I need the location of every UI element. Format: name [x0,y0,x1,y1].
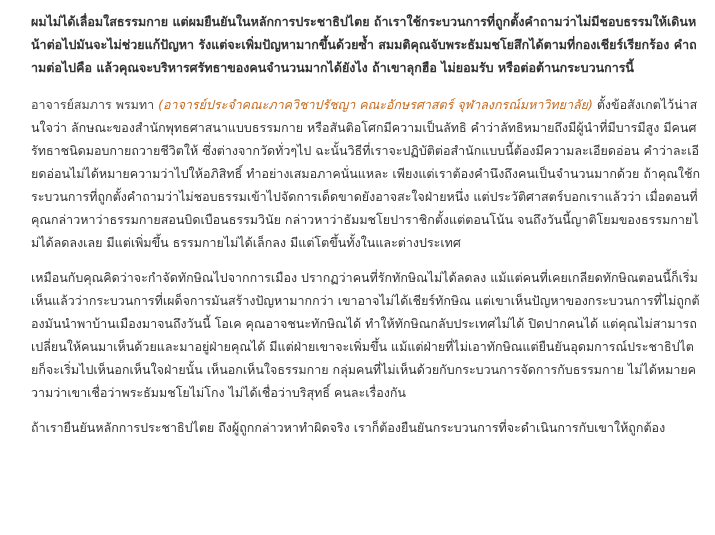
paragraph-thaksin-comparison: เหมือนกับคุณคิดว่าจะกำจัดทักษิณไปจากการเมือง ปรากฏว่าคนที่รักทักษิณไม่ได้ลดลง แม้แต่คนที่เคยเกลียดทักษิณตอนนี้ก็เริ่มเห็นแล้วว่ากระบวนการที่เผด็จการมันสร้างปัญหามากกว่า เขาอาจไม่ได้เชียร์ทักษิณ แต่เขาเห็นปัญหาของกระบวนการที่ไม่ถูกต้องมันนำพาบ้านเมืองมาจนถึงวันนี้ โอเค คุณอาจชนะทักษิณได้ ทำให้ทักษิณกลับประเทศไม่ได้ ปิดปากคนได้ แต่คุณไม่สามารถเปลี่ยนให้คนมาเห็นด้วยและมาอยู่ฝ่ายคุณได้ มีแต่ฝ่ายเขาจะเพิ่มขึ้น แม้แต่ฝ่ายที่ไม่เอาทักษิณแต่ยืนยันอุดมการณ์ประชาธิปไตยก็จะเริ่มไปเห็นอกเห็นใจฝ่ายนั้น เห็นอกเห็นใจธรรมกาย กลุ่มคนที่ไม่เห็นด้วยกับกระบวนการจัดการกับธรรมกาย ไม่ได้หมายความว่าเขาเชื่อว่าพระธัมมชโยไม่โกง ไม่ได้เชื่อว่าบริสุทธิ์ คนละเรื่องกัน [31,270,700,400]
answer-paragraph [31,93,701,254]
speaker-name: อาจารย์สมภาร พรมทา [31,97,155,112]
question-paragraph: ผมไม่ได้เลื่อมใสธรรมกาย แต่ผมยืนยันในหลักการประชาธิปไตย ถ้าเราใช้กระบวนการที่ถูกตั้งคำถามว่าไม่มีชอบธรรมให้เดินหน้าต่อไปมันจะไม่ช่วยแก้ปัญหา รังแต่จะเพิ่มปัญหามากขึ้นด้วยซ้ำ สมมติคุณจับพระธัมมชโยสึกได้ตามที่กองเชียร์เรียกร้อง คำถามต่อไปคือ แล้วคุณจะบริหารศรัทธาของคนจำนวนมากได้ยังไง ถ้าเขาลุกฮือ ไม่ยอมรับ หรือต่อต้านกระบวนการนี้ [31,14,697,75]
answer-text: ตั้งข้อสังเกตไว้น่าสนใจว่า ลักษณะของสำนักพุทธศาสนาแบบธรรมกาย หรือสันติอโศกมีความเป็นลัทธิ คำว่าลัทธิหมายถึงมีผู้นำที่มีบารมีสูง มีคนศรัทธาชนิดมอบกายถวายชีวิตให้ ซึ่งต่างจากวัดทั่วๆไป ฉะนั้นวิธีที่เราจะปฏิบัติต่อสำนักแบบนี้ต้องมีความละเอียดอ่อน คำว่าละเอียดอ่อนไม่ได้หมายความว่าไปให้อภิสิทธิ์ ทำอย่างเสมอภาคนั่นแหละ เพียงแต่เราต้องคำนึงถึงคนเป็นจำนวนมากด้วย ถ้าคุณใช้กระบวนการที่ถูกตั้งคำถามว่าไม่ชอบธรรมเข้าไปจัดการเด็ดขาดยังอาจสะใจฝ่ายหนึ่ง แต่ประวัติศาสตร์บอกเราแล้วว่า เมื่อตอนที่คุณกล่าวหาว่าธรรมกายสอนบิดเบือนธรรมวินัย กล่าวหาว่าธัมมชโยปาราชิกตั้งแต่ตอนโน้น จนถึงวันนี้ญาติโยมของธรรมกายไม่ได้ลดลงเลย มีแต่เพิ่มขึ้น ธรรมกายไม่ได้เล็กลง มีแต่โตขึ้นทั้งในและต่างประเทศ [31,97,701,250]
paragraph-conclusion: ถ้าเรายืนยันหลักการประชาธิปไตย ถึงผู้ถูกกล่าวหาทำผิดจริง เราก็ต้องยืนยันกระบวนการที่จะดำเนินการกับเขาให้ถูกต้อง [31,420,666,435]
speaker-title: (อาจารย์ประจำคณะภาควิชาปรัชญา คณะอักษรศาสตร์ จุฬาลงกรณ์มหาวิทยาลัย) [158,97,593,112]
